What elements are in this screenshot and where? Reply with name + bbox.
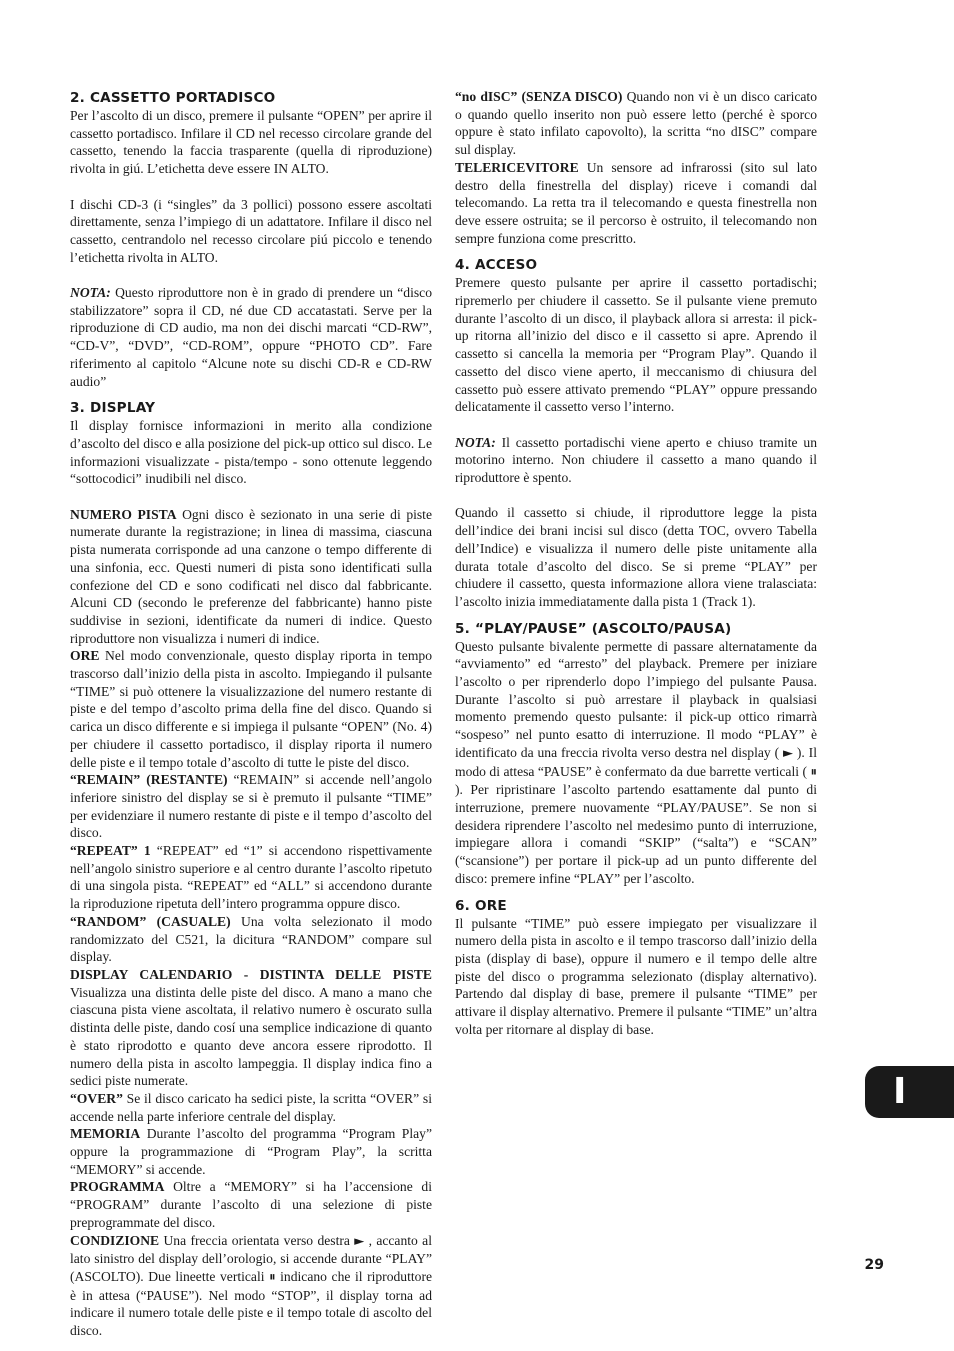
term-repeat bbox=[70, 842, 432, 913]
note-paragraph bbox=[455, 434, 817, 487]
term-text: Un sensore ad infrarossi (sito sul lato destro della finestrella del display) riceve i comandi dal telecomando. La retta tra il telecomando e questa finestrella non deve essere ostruita; se il percorso è ostruito, il telecomando non sempre funziona come prescritto. bbox=[455, 159, 817, 246]
paragraph-play-pause bbox=[455, 638, 817, 888]
section-heading-cassetto: 2. CASSETTO PORTADISCO bbox=[70, 90, 276, 106]
language-tab-letter: I bbox=[893, 1071, 907, 1112]
term-display-calendario bbox=[70, 966, 432, 1090]
term-text: “REPEAT” ed “1” si accendono rispettivamente nell’angolo sinistro superiore e al centro durante l’ascolto ripetuto di una singola pista. “REPEAT” ed “ALL” si accendono durante la riproduzione ripetuta dell’intero programma oppure disco. bbox=[70, 843, 432, 912]
paragraph-text: ). Il modo di attesa “PAUSE” è confermato da due barrette verticali ( bbox=[455, 744, 817, 779]
paragraph-text: Questo pulsante bivalente permette di passare alternatamente da “avviamento” ed “arresto” del playback. Premere per iniziare l’ascolto o per riprenderlo dopo l’impiego del pulsante Pausa. Durante l’ascolto si può arrestare il playback in qualsiasi momento premendo questo pulsante: il pick-up ottico rimarrà “sospeso” nel punto esatto di interruzione. Il modo “PLAY” è identificato da una freccia rivolta verso destra nel display ( bbox=[455, 638, 817, 760]
paragraph-text: ). Per ripristinare l’ascolto partendo esattamente dal punto di interruzione, premere nuovamente “PLAY/PAUSE”. Se non si desidera riprendere l’ascolto nel medesimo punto di interruzione, impiegare allora i comandi “SKIP” (“salta”) e “SCAN” (“scansione”) per portare il pick-up ad un punto differente del disco: premere infine “PLAY” per l’ascolto. bbox=[455, 782, 817, 886]
term-label: ORE bbox=[70, 648, 100, 664]
paragraph: I dischi CD-3 (i “singles” da 3 pollici) possono essere ascoltati direttamente, senza l’impiego di un adattatore. Infilare il disco nel cassetto, centrandolo nel recesso circolare piú piccolo e tenendo l’etichetta rivolta in ALTO. bbox=[70, 196, 432, 265]
term-telericevitore bbox=[455, 159, 817, 248]
term-numero-pista bbox=[70, 506, 432, 648]
term-label: “no dISC” (SENZA DISCO) bbox=[455, 89, 623, 104]
term-label: “REMAIN” (RESTANTE) bbox=[70, 772, 228, 788]
term-text: Nel modo convenzionale, questo display riporta in tempo trascorso dall’inizio della pista in ascolto. Impiegando il pulsante “TIME” si può ottenere la visualizzazione del numero restante di piste e del tempo d’ascolto prima della fine del disco. Quando si carica un disco differente e si impiega il pulsante “OPEN” (No. 4) per chiudere il cassetto portadisco, il display riporta il numero delle piste e il tempo totale d’ascolto di tutte le piste del disco. bbox=[70, 648, 432, 770]
term-condizione bbox=[70, 1232, 432, 1340]
pause-bars-icon: ⏸ bbox=[269, 1269, 276, 1285]
term-label: PROGRAMMA bbox=[70, 1179, 165, 1195]
section-heading-display: 3. DISPLAY bbox=[70, 400, 156, 417]
term-text: Ogni disco è sezionato in una serie di piste numerate durante la registrazione; in linea di massima, ciascuna pista numerata corrisponde ad una canzone o tempo differente di una sinfonia, ecc. Questi numeri di pista sono identificati sulla confezione del CD e sono codificati nel disco dal fabbricante. Alcuni CD (secondo le preferenze del fabbricante) hanno piste suddivise in sezioni, identificate da numeri di indice. Questo riproduttore non visualizza i numeri di indice. bbox=[70, 506, 432, 646]
term-text: Se il disco caricato ha sedici piste, la scritta “OVER” si accende nella parte inferiore centrale del display. bbox=[70, 1090, 432, 1124]
paragraph: Il display fornisce informazioni in merito alla condizione d’ascolto del disco e alla posizione del pick-up ottico sul disco. Le informazioni visualizzate - pista/tempo - sono ottenute leggendo “sottocodici” inudibili nel disco. bbox=[70, 418, 432, 487]
section-heading-ore: 6. ORE bbox=[455, 897, 507, 914]
play-arrow-icon: ► bbox=[354, 1233, 365, 1249]
term-ore bbox=[70, 647, 432, 771]
term-text: Oltre a “MEMORY” si ha l’accensione di “PROGRAM” durante l’ascolto di una selezione di piste preprogrammate del disco. bbox=[70, 1179, 432, 1230]
section-heading-play-pause: 5. “PLAY/PAUSE” (ASCOLTO/PAUSA) bbox=[455, 620, 732, 637]
language-tab bbox=[865, 1066, 954, 1118]
term-remain bbox=[70, 771, 432, 842]
right-column bbox=[455, 88, 817, 1038]
play-arrow-icon: ► bbox=[782, 745, 793, 761]
term-programma bbox=[70, 1178, 432, 1231]
paragraph: Per l’ascolto di un disco, premere il pulsante “OPEN” per aprire il cassetto portadisco. Infilare il CD nel recesso circolare grande del cassetto, tenendo la faccia trasparente (quella di riproduzione) rivolta in giú. L’etichetta deve essere IN ALTO. bbox=[70, 108, 432, 177]
term-label: DISPLAY CALENDARIO - DISTINTA DELLE PISTE bbox=[70, 967, 432, 982]
term-no-disc bbox=[455, 88, 817, 159]
term-label: CONDIZIONE bbox=[70, 1232, 160, 1248]
term-text: Durante l’ascolto del programma “Program Play” oppure la programmazione di “Program Play”, la scritta “MEMORY” si accende. bbox=[70, 1126, 432, 1177]
section-heading-acceso: 4. ACCESO bbox=[455, 257, 538, 274]
left-column bbox=[70, 88, 432, 1340]
pause-bars-icon: ⏸ bbox=[810, 764, 817, 780]
paragraph: Il pulsante “TIME” può essere impiegato per visualizzare il numero della pista in ascolto e il tempo trascorso dall’inizio della pista (display di base), oppure il numero e il tempo delle altre piste del disco o programma selezionato (display alternativo). Partendo dal display di base, premere il pulsante “TIME” per attivare il display alternativo. Premere il pulsante “TIME” un’altra volta per ritornare al display di base. bbox=[455, 915, 817, 1037]
term-label: “OVER” bbox=[70, 1090, 123, 1106]
term-text: Visualizza una distinta delle piste del disco. A mano a mano che ciascuna pista viene ascoltata, il relativo numero è oscurato sulla distinta delle piste, dando cosí una semplice indicazione di quanto è stato riprodotto e quanto deve ancora essere riprodotto. Il numero della pista in ascolto lampeggia. Il display indica fino a sedici piste numerate. bbox=[70, 984, 432, 1089]
term-text: Una volta selezionato il modo randomizzato del C521, la dicitura “RANDOM” compare sul display. bbox=[70, 913, 432, 965]
term-text: indicano che il riproduttore è in attesa (“PAUSE”). Nel modo “STOP”, il display torna ad indicare il numero totale delle piste e il tempo totale di ascolto del disco. bbox=[70, 1268, 433, 1339]
note-paragraph bbox=[70, 284, 432, 390]
term-text: “REMAIN” si accende nell’angolo inferiore sinistro del display se si è premuto il pulsante “TIME” per evidenziare il numero restante di piste e il tempo d’ascolto del disco. bbox=[70, 772, 432, 841]
note-text: Il cassetto portadischi viene aperto e chiuso tramite un motorino interno. Non chiudere il cassetto a mano quando il riproduttore è spento. bbox=[455, 434, 817, 486]
term-text: Una freccia orientata verso destra bbox=[159, 1232, 355, 1248]
paragraph: Premere questo pulsante per aprire il cassetto portadischi; ripremerlo per chiudere il cassetto. Se il pulsante viene premuto durante l’ascolto di un disco, il playback allora si arresta: il pick-up ritorna all’inizio del disco e il cassetto si apre. Aprendo il cassetto si cancella la memoria per “Program Play”. Quando il cassetto del disco viene aperto, il meccanismo di chiusura del cassetto può essere attivato premendo “PLAY” oppure pressando delicatamente il cassetto verso l’interno. bbox=[455, 275, 817, 415]
paragraph: Quando il cassetto si chiude, il riproduttore legge la pista dell’indice dei brani incisi sul disco (detta TOC, ovvero Tabella dell’Indice) e visualizza il numero delle piste unitamente alla durata totale d’ascolto del disco. Se si preme “PLAY” per chiudere il cassetto, questa informazione allora viene tralasciata: l’ascolto inizia immediatamente dalla pista 1 (Track 1). bbox=[455, 505, 817, 609]
term-label: TELERICEVITORE bbox=[455, 159, 579, 175]
page-number: 29 bbox=[864, 1257, 884, 1273]
note-label: NOTA: bbox=[455, 434, 496, 450]
term-memoria bbox=[70, 1125, 432, 1178]
term-label: NUMERO PISTA bbox=[70, 506, 177, 522]
term-label: “REPEAT” 1 bbox=[70, 843, 151, 859]
term-label: “RANDOM” (CASUALE) bbox=[70, 913, 231, 929]
term-over bbox=[70, 1090, 432, 1125]
term-random bbox=[70, 913, 432, 966]
term-text: Quando non vi è un disco caricato o quando quello inserito non può essere letto (perché è sporco oppure è stato infilato capovolto), la scritta “no dISC” compare sul display. bbox=[455, 89, 817, 158]
note-label: NOTA: bbox=[70, 285, 111, 300]
term-label: MEMORIA bbox=[70, 1126, 141, 1142]
note-text: Questo riproduttore non è in grado di prendere un “disco stabilizzatore” sopra il CD, né due CD accatastati. Serve per la riproduzione di CD audio, ma non dei dischi marcati “CD-RW”, “CD-V”, “DVD”, “CD-ROM”, oppure “PHOTO CD”. Fare riferimento al capitolo “Alcune note su dischi CD-R e CD-RW audio” bbox=[70, 285, 432, 389]
term-text: , accanto al lato sinistro del display dell’orologio, si accende durante “PLAY” (ASCOLTO). Due lineette verticali bbox=[70, 1232, 432, 1284]
